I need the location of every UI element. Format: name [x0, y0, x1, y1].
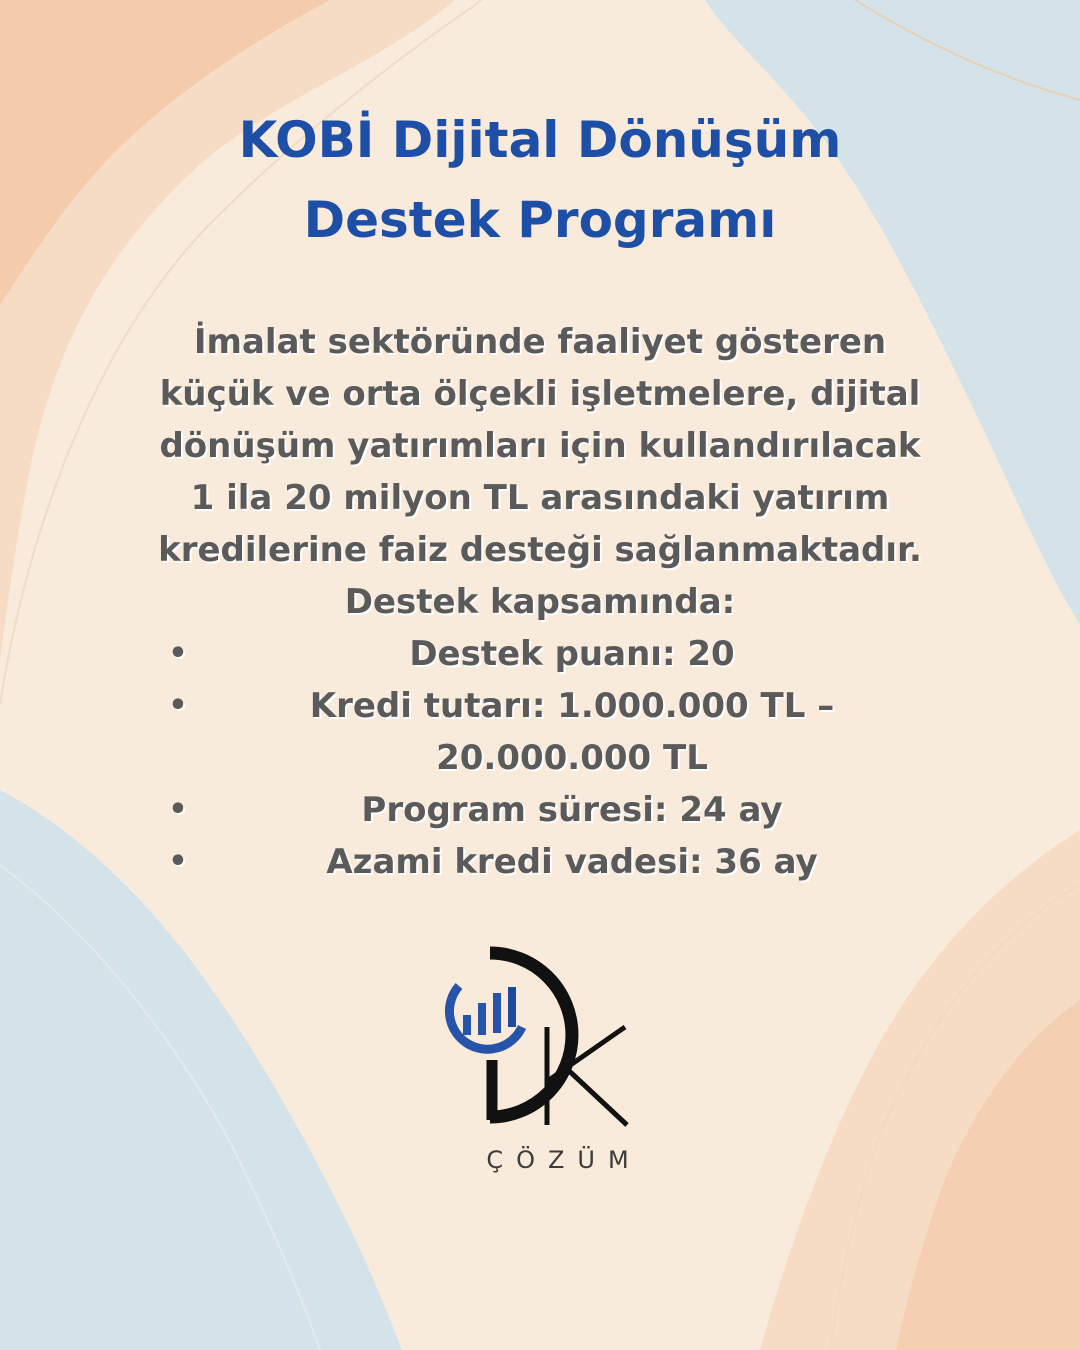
company-logo	[430, 940, 650, 1140]
logo-chart-bar	[493, 993, 501, 1033]
bullet-icon: •	[168, 844, 188, 879]
logo-wordmark: ÇÖZÜM	[486, 1146, 642, 1174]
logo-k-lower-leg	[566, 1068, 627, 1125]
title-line-2: Destek Programı	[303, 191, 777, 249]
list-item-line: 20.000.000 TL	[436, 738, 708, 778]
list-item-line: Destek puanı: 20	[409, 634, 735, 674]
support-scope-heading: Destek kapsamında:	[344, 582, 736, 622]
list-item-text	[200, 680, 944, 784]
description-line: 1 ila 20 milyon TL arasındaki yatırım	[190, 478, 890, 518]
list-item-text	[200, 628, 944, 680]
logo-k-upper-arm	[549, 1027, 625, 1080]
list-item	[0, 680, 1080, 784]
description-line: dönüşüm yatırımları için kullandırılacak	[159, 426, 921, 466]
logo-chart-bar	[478, 1003, 486, 1035]
description-line: kredilerine faiz desteği sağlanmaktadır.	[158, 530, 922, 570]
logo-letter-k	[547, 1027, 627, 1125]
list-item	[0, 628, 1080, 680]
logo-d-arc	[490, 953, 572, 1117]
bullet-icon: •	[168, 792, 188, 827]
list-item	[0, 836, 1080, 888]
list-item-line: Azami kredi vadesi: 36 ay	[326, 842, 818, 882]
list-item-text	[200, 836, 944, 888]
page-title	[0, 100, 1080, 260]
list-item-line: Kredi tutarı: 1.000.000 TL –	[309, 686, 835, 726]
bullet-icon: •	[168, 688, 188, 723]
description-line: küçük ve orta ölçekli işletmelere, dijital	[159, 374, 921, 414]
list-item-text	[200, 784, 944, 836]
list-item-line: Program süresi: 24 ay	[361, 790, 783, 830]
bullet-icon: •	[168, 636, 188, 671]
description-line: İmalat sektöründe faaliyet gösteren	[193, 322, 887, 362]
description-block	[0, 316, 1080, 888]
title-line-1: KOBİ Dijital Dönüşüm	[238, 111, 842, 169]
logo-chart-bar	[508, 987, 516, 1027]
logo-chart-bar	[463, 1015, 471, 1035]
list-item	[0, 784, 1080, 836]
